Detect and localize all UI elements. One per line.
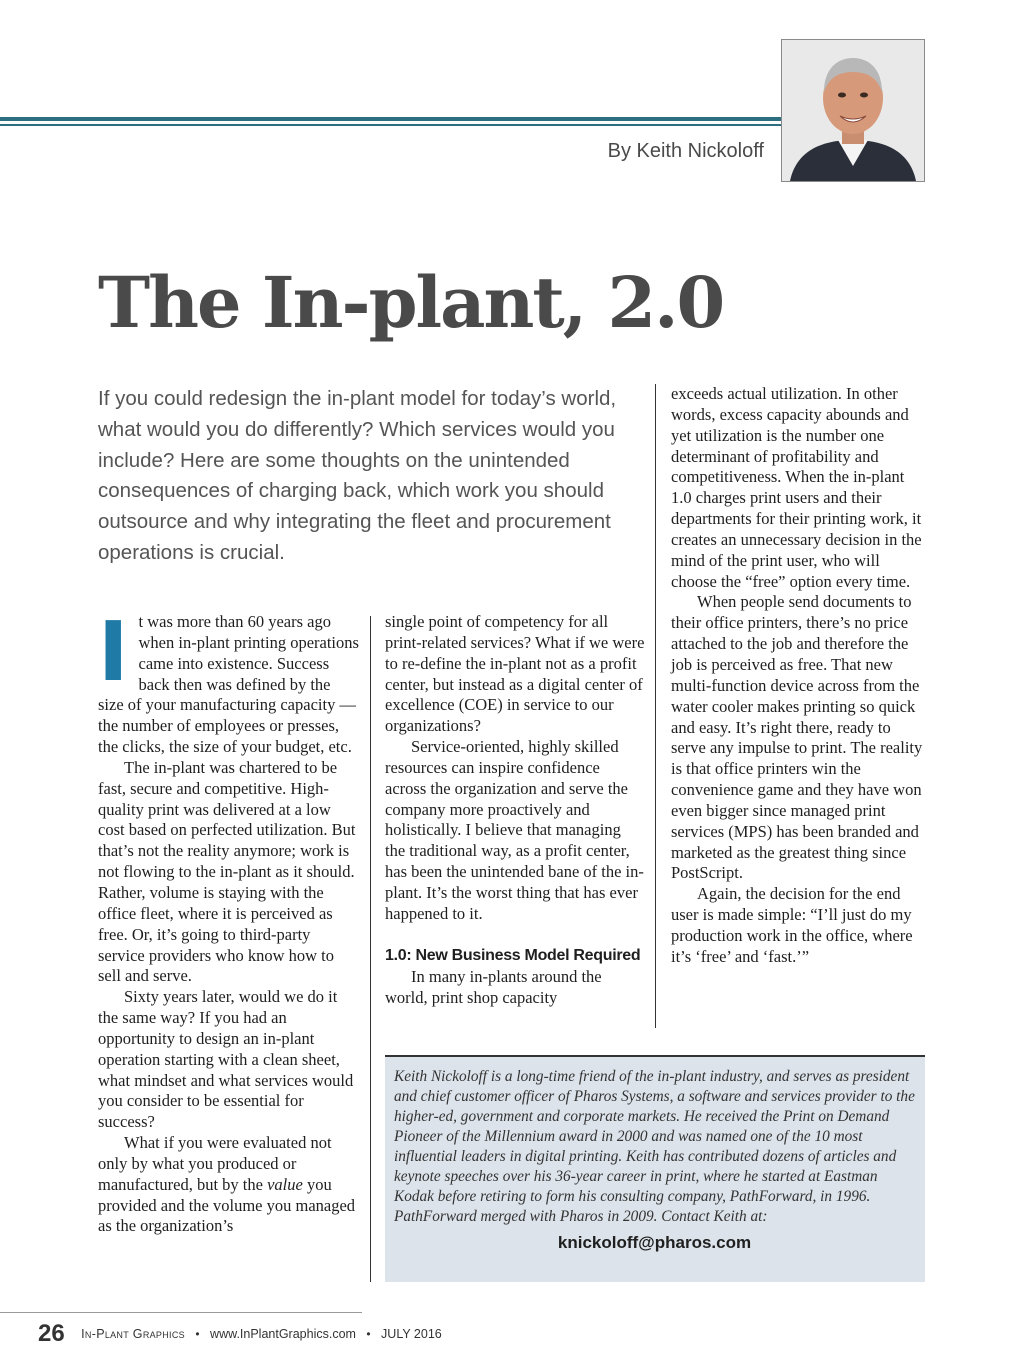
body-paragraph: exceeds actual utilization. In other words, excess capacity abounds and yet utilization is the number one determinant of profitability and competitiveness. When the in-plant 1.0 charges print users and their departments for their printing work, it creates an unnecessary decision in the mind of the print user, who will choose the “free” option every time. [671,384,922,591]
emphasis-text: value [267,1174,303,1194]
author-photo [781,39,925,182]
body-paragraph [98,1133,360,1237]
publication-name: In-Plant Graphics [81,1327,185,1341]
drop-cap: I [98,605,129,700]
body-column-2 [385,612,645,1008]
author-bio-box [385,1055,925,1282]
body-paragraph: single point of competency for all print-related services? What if we were to re-define the in-plant not as a profit center, but instead as a digital center of excellence (COE) in service to our organizations? [385,612,645,736]
website-url[interactable]: www.InPlantGraphics.com [210,1327,356,1341]
author-headshot-icon [782,40,924,181]
column-divider [655,384,656,1028]
separator-bullet: • [366,1327,371,1341]
body-paragraph: When people send documents to their office printers, there’s no price attached to the job and therefore the job is perceived as free. That new multi-function device across from the water cooler makes printing so quick and easy. It’s right there, ready to serve any impulse to print. The reality is that office printers win the convenience game and they have won even bigger since managed print services (MPS) has been branded and marketed as the greatest thing since PostScript. [671,592,923,883]
author-bio: Keith Nickoloff is a long-time friend of the in-plant industry, and serves as president and chief customer officer of Pharos Systems, a software and services provider to the higher-ed, government and corporate markets. He received the Print on Demand Pioneer of the Millennium award in 2000 and was named one of the 10 most influential leaders in digital printing. Keith has contributed dozens of articles and keynote speeches over his 36-year career in print, where he started at Eastman Kodak before retiring to form his consulting company, PathForward, in 1996. PathForward merged with Pharos in 2009. Contact Keith at: [394,1068,915,1225]
issue-date: JULY 2016 [381,1327,442,1341]
deck-intro: If you could redesign the in-plant model for today’s world, what would you do differently? Which services would you include? Here are some thoughts on the unintended consequences of charging back, which work you should outsource and why integrating the fleet and procurement operations is crucial. [98,387,617,564]
body-column-1 [98,605,360,1237]
body-paragraph: Again, the decision for the end user is made simple: “I’ll just do my production work in the office, where it’s ‘free’ and ‘fast.’” [671,884,913,966]
footer-rule [0,1312,362,1313]
body-paragraph: The in-plant was chartered to be fast, secure and competitive. High-quality print was delivered at a low cost based on perfected utilization. But that’s not the reality anymore; work is not flowing to the in-plant as it should. Rather, volume is staying with the office fleet, where it is perceived as free. Or, it’s going to third-party service providers who know how to sell and serve. [98,757,356,986]
column-divider [370,616,371,1282]
header-rule-thin [0,124,781,126]
paragraph-text: t was more than 60 years ago when in-plant printing operations came into existence. Success back then was defined by the size of your manufacturing capacity — the number of employees or presses, the clicks, the size of your budget, etc. [98,612,359,757]
separator-bullet: • [195,1327,200,1341]
section-subhead: 1.0: New Business Model Required [385,946,641,964]
page-footer [38,1320,442,1348]
author-email-link[interactable]: knickoloff@pharos.com [557,1233,752,1252]
paragraph-text: you provided and the volume you managed as the organization’s [98,1174,356,1236]
body-paragraph [98,605,360,758]
body-paragraph: Sixty years later, would we do it the same way? If you had an opportunity to design an in-plant operation starting with a clean sheet, what mindset and what services would you consider to be essential for success? [98,987,354,1132]
body-paragraph: In many in-plants around the world, print shop capacity [385,966,602,1007]
paragraph-text: What if you were evaluated not only by what you produced or manufactured, but by the [98,1133,332,1194]
page-number: 26 [38,1320,65,1347]
byline: By Keith Nickoloff [607,140,764,162]
body-column-3 [671,384,929,968]
headline: The In-plant, 2.0 [98,261,724,344]
header-rule-thick [0,117,781,121]
body-paragraph: Service-oriented, highly skilled resources can inspire confidence across the organization and serve the company more proactively and holistically. I believe that managing the traditional way, as a profit center, has been the unintended bane of the in-plant. It’s the worst thing that has ever happened to it. [385,737,644,923]
